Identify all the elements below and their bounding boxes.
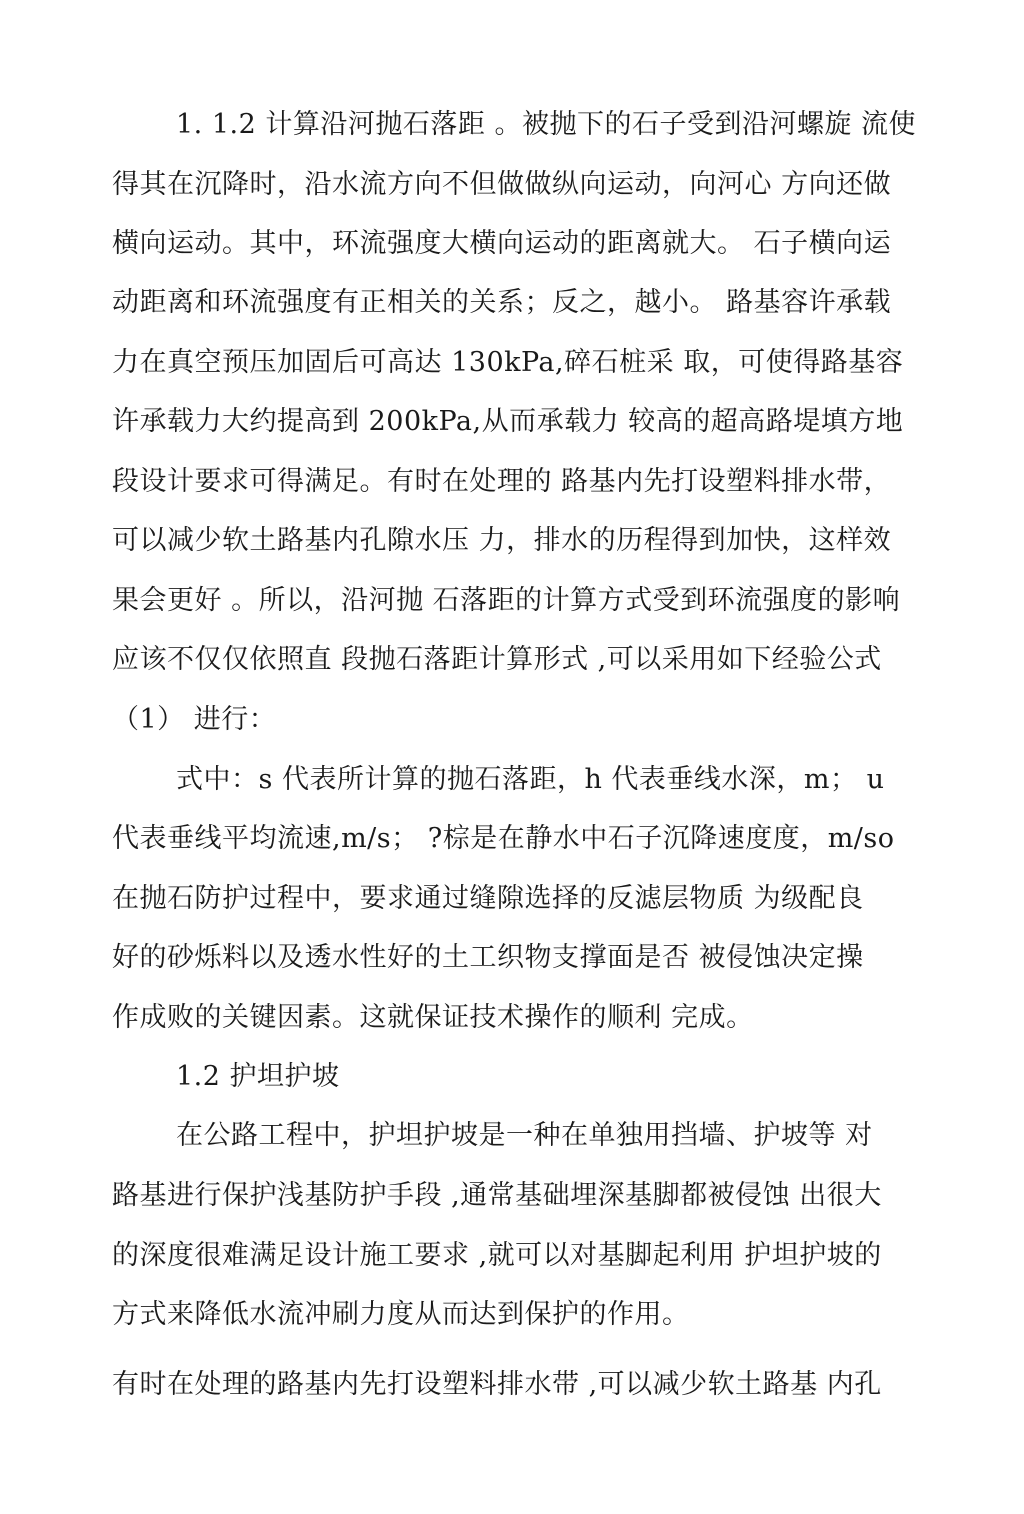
text-line: 可以减少软土路基内孔隙水压 力，排水的历程得到加快，这样效 [112, 525, 892, 556]
text-line: 应该不仅仅依照直 段抛石落距计算形式 ,可以采用如下经验公式 [112, 644, 882, 675]
text-line: 力在真空预压加固后可高达 130kPa,碎石桩采 取，可使得路基容 [112, 347, 904, 378]
text-line: 横向运动。其中，环流强度大横向运动的距离就大。 石子横向运 [112, 228, 892, 259]
section-heading: 1.2 护坦护坡 [176, 1061, 340, 1092]
text-line: 在公路工程中，护坦护坡是一种在单独用挡墙、护坡等 对 [176, 1120, 873, 1151]
text-line: 有时在处理的路基内先打设塑料排水带 ,可以减少软土路基 内孔 [112, 1369, 882, 1400]
text-line: 动距离和环流强度有正相关的关系；反之，越小。 路基容许承载 [112, 287, 892, 318]
text-line: 得其在沉降时，沿水流方向不但做做纵向运动，向河心 方向还做 [112, 169, 892, 200]
text-line: 好的砂烁料以及透水性好的土工织物支撑面是否 被侵蚀决定操 [112, 942, 864, 973]
text-line: 路基进行保护浅基防护手段 ,通常基础埋深基脚都被侵蚀 出很大 [112, 1180, 882, 1211]
text-line: 果会更好 。所以，沿河抛 石落距的计算方式受到环流强度的影响 [112, 585, 901, 616]
text-line: 代表垂线平均流速,m/s； ?棕是在静水中石子沉降速度度，m/so [112, 823, 895, 854]
text-line: 在抛石防护过程中，要求通过缝隙选择的反滤层物质 为级配良 [112, 883, 864, 914]
text-line: 式中：s 代表所计算的抛石落距，h 代表垂线水深，m； u [176, 764, 885, 795]
text-line: 方式来降低水流冲刷力度从而达到保护的作用。 [112, 1299, 690, 1330]
text-line: （1） 进行： [112, 704, 277, 735]
text-line: 作成败的关键因素。这就保证技术操作的顺利 完成。 [112, 1002, 754, 1033]
text-line: 段设计要求可得满足。有时在处理的 路基内先打设塑料排水带， [112, 466, 892, 497]
text-line: 1. 1.2 计算沿河抛石落距 。被抛下的石子受到沿河螺旋 流使 [176, 109, 917, 140]
text-line: 的深度很难满足设计施工要求 ,就可以对基脚起利用 护坦护坡的 [112, 1240, 882, 1271]
text-line: 许承载力大约提高到 200kPa,从而承载力 较高的超高路堤填方地 [112, 406, 904, 437]
